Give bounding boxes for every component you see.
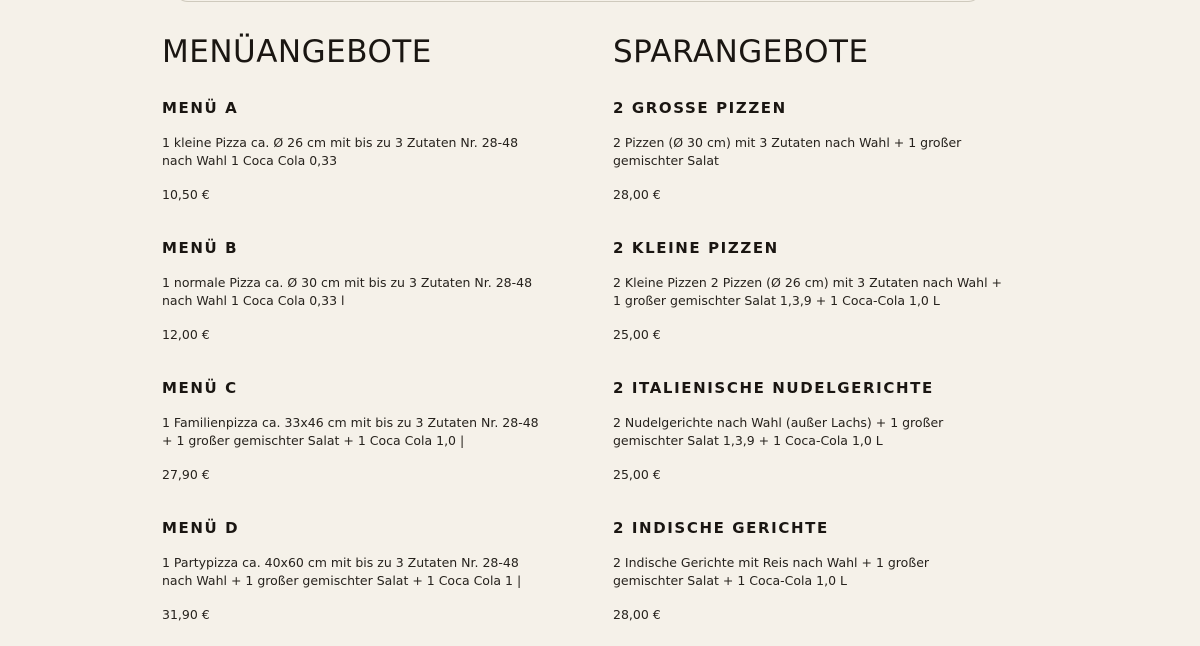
- menu-item-title: MENÜ C: [162, 379, 238, 397]
- menu-item-description: 1 Familienpizza ca. 33x46 cm mit bis zu 3 Zutaten Nr. 28-48 + 1 großer gemischter Salat + 1 Coca Cola 1,0 |: [162, 415, 539, 448]
- savings-item-title: 2 KLEINE PIZZEN: [613, 239, 779, 257]
- savings-offers-heading: SPARANGEBOTE: [613, 34, 869, 70]
- menu-item-price: 12,00 €: [162, 327, 210, 342]
- savings-item-description: 2 Nudelgerichte nach Wahl (außer Lachs) + 1 großer gemischter Salat 1,3,9 + 1 Coca-Cola 1,0 L: [613, 415, 944, 448]
- menu-item-price: 10,50 €: [162, 187, 210, 202]
- menu-item-price: 31,90 €: [162, 607, 210, 622]
- menu-item-description: 1 normale Pizza ca. Ø 30 cm mit bis zu 3 Zutaten Nr. 28-48 nach Wahl 1 Coca Cola 0,33 l: [162, 275, 533, 308]
- savings-item-price: 28,00 €: [613, 607, 661, 622]
- menu-item-description: 1 kleine Pizza ca. Ø 26 cm mit bis zu 3 Zutaten Nr. 28-48 nach Wahl 1 Coca Cola 0,33: [162, 135, 519, 168]
- menu-item-title: MENÜ A: [162, 99, 239, 117]
- savings-item-price: 25,00 €: [613, 467, 661, 482]
- menu-item-title: MENÜ B: [162, 239, 239, 257]
- savings-item-title: 2 INDISCHE GERICHTE: [613, 519, 829, 537]
- menu-item-description: 1 Partypizza ca. 40x60 cm mit bis zu 3 Zutaten Nr. 28-48 nach Wahl + 1 großer gemischter Salat + 1 Coca Cola 1 |: [162, 555, 522, 588]
- savings-item-description: 2 Kleine Pizzen 2 Pizzen (Ø 26 cm) mit 3 Zutaten nach Wahl + 1 großer gemischter Salat 1,3,9 + 1 Coca-Cola 1,0 L: [613, 275, 1003, 308]
- savings-item-price: 25,00 €: [613, 327, 661, 342]
- savings-item-title: 2 GROSSE PIZZEN: [613, 99, 787, 117]
- menu-offers-heading: MENÜANGEBOTE: [162, 34, 432, 70]
- savings-item-description: 2 Pizzen (Ø 30 cm) mit 3 Zutaten nach Wahl + 1 großer gemischter Salat: [613, 135, 962, 168]
- menu-item-price: 27,90 €: [162, 467, 210, 482]
- savings-item-title: 2 ITALIENISCHE NUDELGERICHTE: [613, 379, 934, 397]
- top-panel-edge: [174, 0, 982, 2]
- savings-item-description: 2 Indische Gerichte mit Reis nach Wahl + 1 großer gemischter Salat + 1 Coca-Cola 1,0 L: [613, 555, 930, 588]
- menu-item-title: MENÜ D: [162, 519, 240, 537]
- savings-item-price: 28,00 €: [613, 187, 661, 202]
